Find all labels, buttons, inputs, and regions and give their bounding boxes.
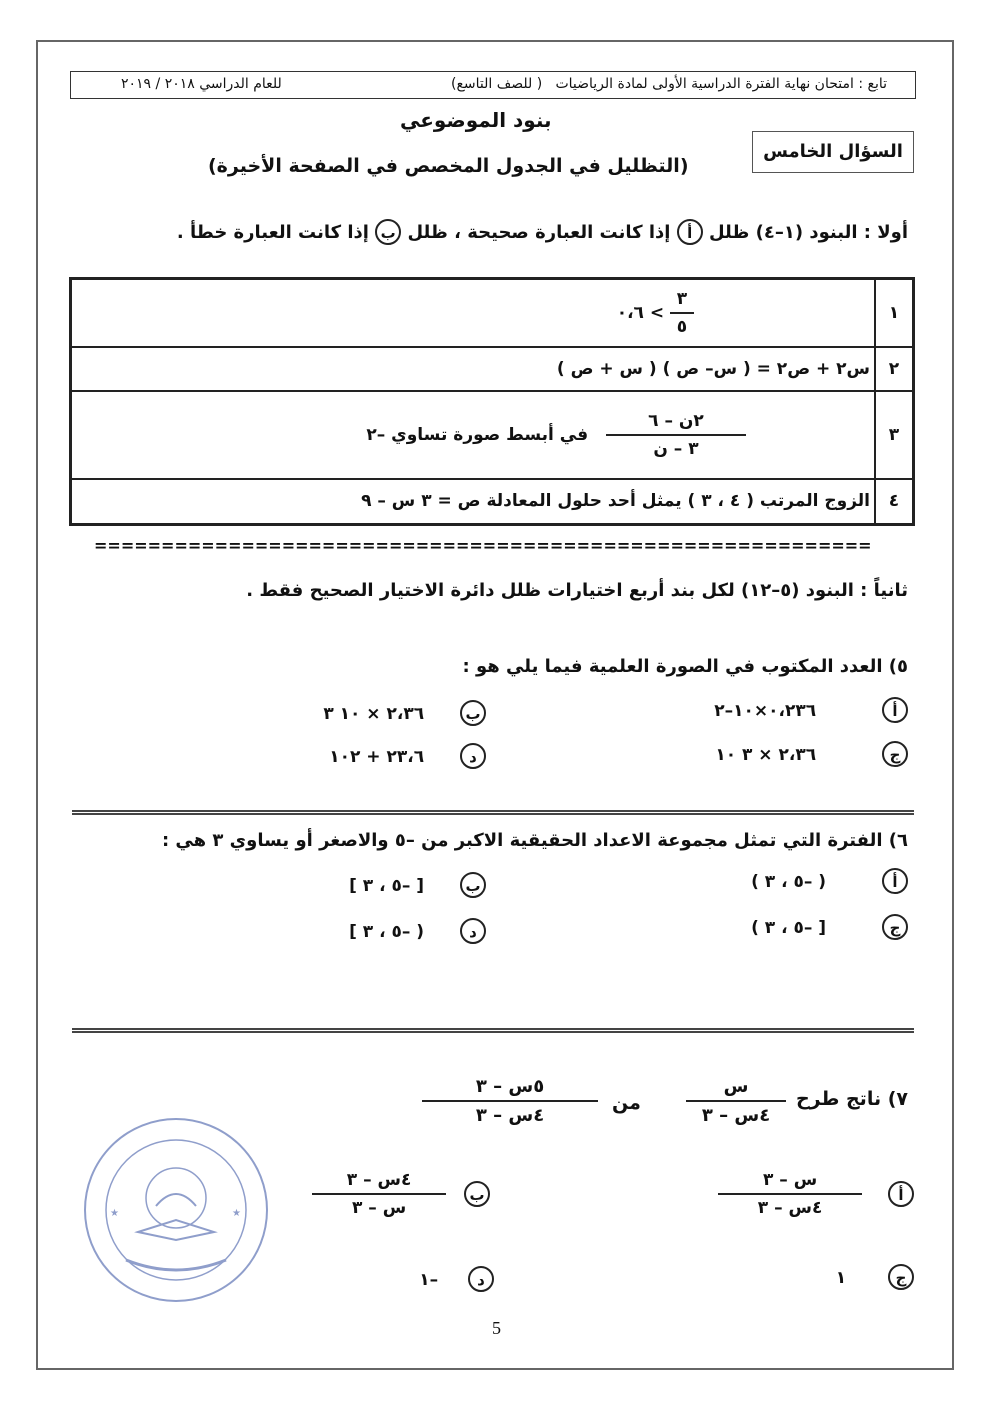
option-circle[interactable]: ب — [460, 872, 486, 898]
table-row — [71, 279, 914, 347]
exam-header — [70, 71, 916, 99]
fraction-denominator: ٥ — [676, 316, 688, 337]
item-1-fraction — [670, 289, 694, 337]
option-circle[interactable]: ب — [460, 700, 486, 726]
table-row — [71, 347, 914, 391]
q5-option-d[interactable] — [329, 743, 486, 769]
choice-b-circle: ب — [375, 219, 401, 245]
page-number: 5 — [492, 1318, 501, 1338]
part2-instruction: ثانياً : البنود (٥–١٢) لكل بند أربع اختيارات ظلل دائرة الاختيار الصحيح فقط . — [246, 580, 908, 601]
emblem-icon — [86, 1120, 266, 1300]
section-title: بنود الموضوعي — [400, 108, 552, 132]
q7-option-a[interactable] — [718, 1170, 914, 1218]
q7-stem: ٧) ناتج طرح — [795, 1088, 908, 1110]
divider — [72, 1028, 914, 1033]
option-circle[interactable]: د — [460, 743, 486, 769]
fraction-numerator: ٥س – ٣ — [475, 1076, 545, 1097]
option-text: ٢٣،٦ + ١٠٢ — [329, 747, 425, 767]
option-text: ٢،٣٦ × ١٠ ٣ — [323, 704, 425, 724]
fraction-denominator: ٤س – ٣ — [475, 1105, 545, 1126]
item-2-text: س٢ + ص٢ = ( س– ص ) ( س + ص ) — [71, 347, 876, 391]
fraction-numerator: ٣ — [676, 288, 688, 309]
item-4-text: الزوج المرتب ( ٤ ، ٣ ) يمثل أحد حلول المعادلة ص = ٣ س – ٩ — [71, 479, 876, 525]
fraction-numerator: ٤س – ٣ — [346, 1170, 412, 1190]
q6-option-b[interactable] — [349, 872, 486, 898]
true-false-table — [69, 277, 915, 526]
q5-option-a[interactable] — [714, 697, 908, 723]
item-number: ١ — [875, 279, 914, 347]
fraction-numerator: س — [723, 1076, 749, 1097]
q6-stem: ٦) الفترة التي تمثل مجموعة الاعداد الحقيقية الاكبر من –٥ والاصغر أو يساوي ٣ هي : — [161, 830, 908, 851]
fraction-denominator: ٣ – ن — [653, 438, 699, 459]
table-row — [71, 391, 914, 479]
option-circle[interactable]: د — [468, 1266, 494, 1292]
shading-instruction: (التظليل في الجدول المخصص في الصفحة الأخيرة) — [208, 155, 689, 177]
q7-option-c[interactable] — [836, 1264, 914, 1290]
q5-option-b[interactable] — [323, 700, 486, 726]
item-number: ٢ — [875, 347, 914, 391]
question-label: السؤال الخامس — [752, 131, 914, 173]
item-3-text: في أبسط صورة تساوي –٢ — [366, 424, 589, 445]
header-title: تابع : امتحان نهاية الفترة الدراسية الأولى لمادة الرياضيات — [555, 76, 887, 92]
choice-a-circle: أ — [677, 219, 703, 245]
q6-option-a[interactable] — [751, 868, 908, 894]
option-circle[interactable]: ج — [882, 914, 908, 940]
item-number: ٤ — [875, 479, 914, 525]
option-text: [ –٥ ، ٣ ) — [751, 918, 827, 938]
option-text: ٠،٢٣٦×١٠–٢ — [714, 701, 817, 721]
part1-intro-c: إذا كانت العبارة خطأ . — [176, 222, 369, 243]
fraction-denominator: ٤س – ٣ — [757, 1198, 823, 1218]
fraction-numerator: س – ٣ — [762, 1170, 818, 1190]
svg-text:★: ★ — [232, 1208, 241, 1219]
header-grade: ( للصف التاسع) — [451, 76, 543, 92]
item-1-cell — [71, 279, 876, 347]
option-text: –١ — [419, 1270, 439, 1290]
fraction-numerator: ٢ن – ٦ — [648, 410, 704, 431]
option-circle[interactable]: ب — [464, 1181, 490, 1207]
svg-text:★: ★ — [110, 1208, 119, 1219]
option-circle[interactable]: ج — [888, 1264, 914, 1290]
q5-stem: ٥) العدد المكتوب في الصورة العلمية فيما يلي هو : — [462, 656, 908, 677]
q6-option-d[interactable] — [349, 918, 486, 944]
separator-line: ========================================================== — [94, 536, 872, 555]
q7-option-d[interactable] — [419, 1266, 494, 1292]
divider — [72, 810, 914, 815]
option-circle[interactable]: ج — [882, 741, 908, 767]
item-1-text: > ٠،٦ — [616, 302, 665, 323]
option-text: ( –٥ ، ٣ ) — [751, 872, 827, 892]
q7-fraction-2 — [422, 1076, 598, 1126]
item-3-cell — [71, 391, 876, 479]
q5-option-c[interactable] — [715, 741, 908, 767]
q6-option-c[interactable] — [751, 914, 908, 940]
item-3-fraction — [606, 411, 746, 459]
fraction-denominator: ٤س – ٣ — [701, 1105, 771, 1126]
option-circle[interactable]: أ — [888, 1181, 914, 1207]
option-text: ( –٥ ، ٣ ] — [349, 922, 425, 942]
header-year: للعام الدراسي ٢٠١٨ / ٢٠١٩ — [121, 76, 282, 92]
part1-intro-a: أولا : البنود (١–٤) ظلل — [708, 222, 908, 243]
option-text: ١ — [835, 1268, 847, 1288]
table-row — [71, 479, 914, 525]
option-circle[interactable]: أ — [882, 697, 908, 723]
q7-from: من — [612, 1092, 641, 1114]
item-number: ٣ — [875, 391, 914, 479]
fraction-denominator: س – ٣ — [351, 1198, 407, 1218]
option-circle[interactable]: أ — [882, 868, 908, 894]
q7-option-b[interactable] — [312, 1170, 490, 1218]
option-circle[interactable]: د — [460, 918, 486, 944]
part1-intro-b: إذا كانت العبارة صحيحة ، ظلل — [407, 222, 671, 243]
q7-fraction-1 — [686, 1076, 786, 1126]
option-text: ٢،٣٦ × ٣ ١٠ — [715, 745, 817, 765]
part1-instruction — [177, 219, 908, 245]
ministry-stamp — [84, 1118, 268, 1302]
option-text: [ –٥ ، ٣ ] — [349, 876, 425, 896]
